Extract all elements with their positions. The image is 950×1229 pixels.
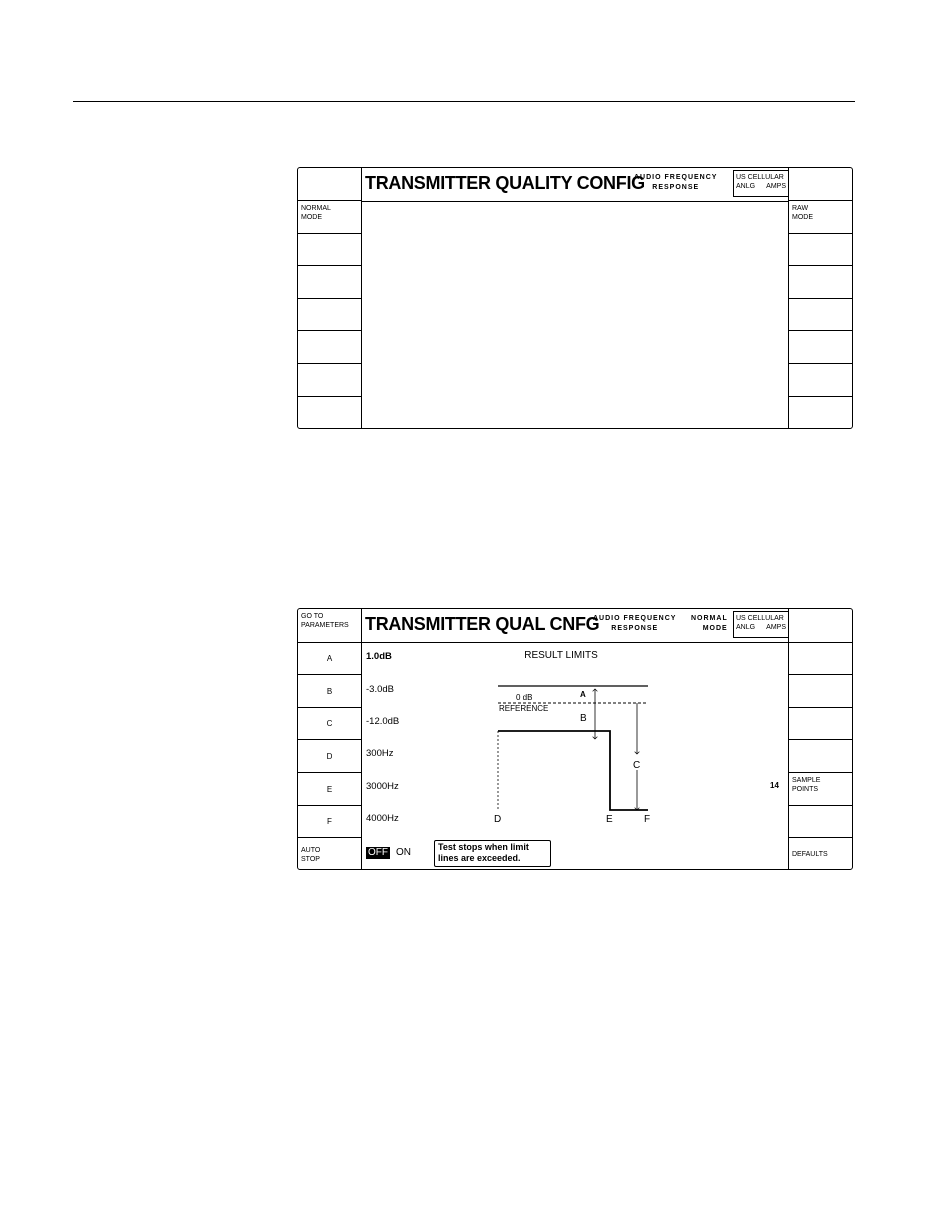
system-mode-b: AMPS <box>766 624 786 631</box>
right-softkey-1[interactable] <box>789 168 852 201</box>
label-e: E <box>606 814 613 825</box>
right-softkey-7[interactable] <box>789 364 852 397</box>
param-f-softkey[interactable] <box>298 806 361 838</box>
left-softkey-7[interactable] <box>298 364 361 397</box>
auto-stop-on-option[interactable]: ON <box>396 847 411 858</box>
lower-limit-line <box>498 731 648 810</box>
diagram-title: RESULT LIMITS <box>524 650 598 661</box>
system-mode-a: ANLG <box>736 183 756 190</box>
points-label: POINTS <box>792 786 819 793</box>
system-status-box <box>733 170 789 197</box>
result-limits-diagram <box>361 642 727 837</box>
auto-stop-note <box>434 840 551 867</box>
subtitle-line-1: AUDIO FREQUENCY <box>593 615 677 622</box>
param-a-value[interactable]: 1.0dB <box>366 651 392 662</box>
system-status-box <box>733 611 789 638</box>
left-softkey-column <box>298 609 362 869</box>
param-d-value[interactable]: 300Hz <box>366 748 394 759</box>
zero-db-label: 0 dB <box>516 693 533 702</box>
param-d-key-label: D <box>326 751 333 761</box>
param-c-value[interactable]: -12.0dB <box>366 716 400 727</box>
right-softkey-7[interactable] <box>789 806 852 838</box>
right-softkey-5[interactable] <box>789 740 852 773</box>
auto-stop-off-option[interactable]: OFF <box>368 847 388 858</box>
right-softkey-column <box>788 609 852 869</box>
label-d: D <box>494 814 502 825</box>
param-c-key-label: C <box>326 719 333 728</box>
right-softkey-4[interactable] <box>789 708 852 740</box>
sample-label: SAMPLE <box>792 777 821 784</box>
param-a-softkey[interactable] <box>298 643 361 675</box>
right-softkey-4[interactable] <box>789 266 852 299</box>
system-name: US CELLULAR <box>736 615 784 622</box>
screen-title: TRANSMITTER QUAL CNFG <box>365 614 600 634</box>
transmitter-quality-config-screen <box>297 167 853 429</box>
param-b-value[interactable]: -3.0dB <box>366 684 394 695</box>
right-softkey-1[interactable] <box>789 609 852 643</box>
raw-mode-softkey[interactable] <box>789 201 852 234</box>
screen-subtitle <box>634 173 717 193</box>
mode-indicator <box>691 614 728 634</box>
normal-mode-softkey[interactable] <box>298 201 361 234</box>
right-softkey-8[interactable] <box>789 397 852 428</box>
label-f: F <box>644 814 651 825</box>
param-e-softkey[interactable] <box>298 773 361 806</box>
defaults-softkey[interactable] <box>789 838 852 869</box>
left-softkey-1[interactable] <box>298 168 361 201</box>
screen-title: TRANSMITTER QUALITY CONFIG <box>365 173 645 193</box>
sample-points-softkey[interactable] <box>789 773 852 806</box>
param-f-value[interactable]: 4000Hz <box>366 813 399 824</box>
note-line-1: Test stops when limit <box>438 842 529 852</box>
param-b-softkey[interactable] <box>298 675 361 708</box>
left-softkey-column <box>298 168 362 428</box>
param-f-key-label: F <box>327 817 332 826</box>
screen-header <box>361 609 789 643</box>
go-to-label: GO TO <box>301 613 324 620</box>
left-softkey-8[interactable] <box>298 397 361 428</box>
sample-points-value[interactable]: 14 <box>770 781 779 790</box>
param-d-softkey[interactable] <box>298 740 361 773</box>
right-softkey-6[interactable] <box>789 331 852 364</box>
go-to-parameters-softkey[interactable] <box>298 609 361 643</box>
right-softkey-2[interactable] <box>789 643 852 675</box>
param-c-softkey[interactable] <box>298 708 361 740</box>
auto-label: AUTO <box>301 847 321 854</box>
right-softkey-column <box>788 168 852 428</box>
screen-header <box>361 168 789 202</box>
subtitle-line-2: RESPONSE <box>611 625 659 632</box>
right-softkey-5[interactable] <box>789 299 852 331</box>
subtitle-line-1: AUDIO FREQUENCY <box>634 174 718 181</box>
param-e-key-label: E <box>326 784 333 794</box>
page-top-rule <box>73 101 855 102</box>
subtitle-line-2: RESPONSE <box>652 184 700 191</box>
right-softkey-3[interactable] <box>789 234 852 266</box>
right-softkey-3[interactable] <box>789 675 852 708</box>
left-softkey-6[interactable] <box>298 331 361 364</box>
param-b-key-label: B <box>326 686 333 696</box>
left-softkey-5[interactable] <box>298 299 361 331</box>
system-mode-a: ANLG <box>736 624 756 631</box>
reference-label: REFERENCE <box>499 704 549 713</box>
system-mode-b: AMPS <box>766 183 786 190</box>
mode-line-1: NORMAL <box>691 615 728 622</box>
mode-line-2: MODE <box>702 625 728 632</box>
param-a-key-label: A <box>326 654 333 663</box>
parameters-label: PARAMETERS <box>301 622 349 629</box>
raw-mode-label: RAW MODE <box>792 205 813 221</box>
label-a: A <box>580 690 586 699</box>
param-e-value[interactable]: 3000Hz <box>366 781 399 792</box>
label-b: B <box>580 713 587 724</box>
stop-label: STOP <box>301 856 320 863</box>
defaults-label: DEFAULTS <box>792 851 828 858</box>
system-name: US CELLULAR <box>736 174 784 181</box>
auto-stop-softkey[interactable] <box>298 838 361 869</box>
label-c: C <box>633 760 641 771</box>
screen-subtitle <box>593 614 676 634</box>
transmitter-qual-cnfg-screen <box>297 608 853 870</box>
left-softkey-3[interactable] <box>298 234 361 266</box>
note-line-2: lines are exceeded. <box>438 853 521 863</box>
normal-mode-label: NORMAL MODE <box>301 205 331 221</box>
left-softkey-4[interactable] <box>298 266 361 299</box>
